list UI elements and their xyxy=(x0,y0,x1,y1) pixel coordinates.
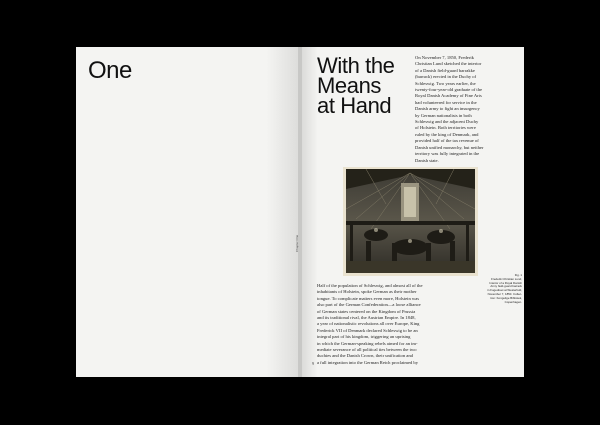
intro-line: Danish unified monarchy, but neither xyxy=(415,144,484,150)
intro-line: Royal Danish Academy of Fine Arts xyxy=(415,93,482,99)
intro-line: Schleswig and the adjacent Duchy xyxy=(415,119,479,125)
body-line: inhabitants of Holstein, spoke German as their mother xyxy=(317,289,417,295)
body-line: Half of the population of Schleswig, and almost all of the xyxy=(317,283,423,288)
intro-paragraph xyxy=(415,55,513,164)
barrack-interior-illustration xyxy=(346,169,475,273)
body-line: Frederick VII of Denmark declared Schleswig to be an xyxy=(317,327,418,333)
body-line: and its traditional rival, the Austrian Empire. In 1848, xyxy=(317,315,416,321)
engraving-figure xyxy=(343,167,478,276)
title-line: With the xyxy=(317,53,395,78)
intro-line: On November 7, 1850, Frederik xyxy=(415,55,474,60)
caption-line: Interior of a Royal Danish xyxy=(489,280,522,285)
body-line: tongue. To complicate matters even more, Holstein was xyxy=(317,295,420,301)
intro-line: twenty-four-year-old graduate of the xyxy=(415,87,483,93)
intro-line: had volunteered for service in the xyxy=(415,99,477,105)
body-line: a year of nationalistic revolutions all over Europe, King xyxy=(317,321,420,327)
caption-line: Fig. 1 xyxy=(514,273,522,277)
caption-line: tion: Kongelige Bibliotek, xyxy=(490,295,522,300)
body-line: duchies and the Danish Crown, their unification and xyxy=(317,353,413,359)
intro-line: by German nationalists in both xyxy=(415,112,472,118)
body-line: a full integration into the German Reich proclaimed by xyxy=(317,359,419,365)
title-line: at Hand xyxy=(317,93,392,118)
caption-line: Army field-guard barrack xyxy=(490,284,522,289)
intro-line: provided half of the tax revenue of xyxy=(415,138,479,144)
left-page xyxy=(76,47,300,377)
body-line: mediate severance of all political ties between the two xyxy=(317,347,417,353)
figure-caption xyxy=(482,274,522,304)
caption-line: Copenhagen. xyxy=(504,299,522,304)
body-line: in which the German-speaking rebels aimed for an im- xyxy=(317,340,418,346)
running-head: Chapter One xyxy=(295,234,299,252)
intro-line: Danish state. xyxy=(415,157,439,163)
caption-line: in Fugedreet at Westerfeld, xyxy=(487,288,522,293)
body-line: also part of the German Confederation—a loose alliance xyxy=(317,302,421,308)
intro-line: Schleswig. Two years earlier, the xyxy=(415,80,476,86)
book-spread xyxy=(76,47,524,377)
intro-line: of a Danish field-guard barrakke xyxy=(415,67,475,73)
caption-line: Frederik Christian Lund, xyxy=(491,276,522,281)
title-line: Means xyxy=(317,73,382,98)
chapter-title xyxy=(317,53,417,118)
intro-line: of Holstein. Both territories were xyxy=(415,125,476,131)
intro-line: territory was fully integrated in the xyxy=(415,151,480,157)
intro-line: Christian Lund sketched the interior xyxy=(415,61,482,67)
intro-line: Danish army to fight an insurgency xyxy=(415,106,480,112)
body-paragraph xyxy=(317,283,467,366)
page-number: 9 xyxy=(312,361,314,366)
chapter-number: One xyxy=(88,57,132,84)
intro-line: (barrack) erected in the Duchy of xyxy=(415,74,477,80)
body-line: of German states centered on the Kingdom of Prussia xyxy=(317,308,416,314)
body-line: integral part of his kingdom, triggering an uprising xyxy=(317,334,411,340)
page-gutter xyxy=(298,47,302,377)
intro-line: ruled by the king of Denmark, and xyxy=(415,131,479,137)
caption-line: November 7, 1850. Collec- xyxy=(487,291,522,296)
